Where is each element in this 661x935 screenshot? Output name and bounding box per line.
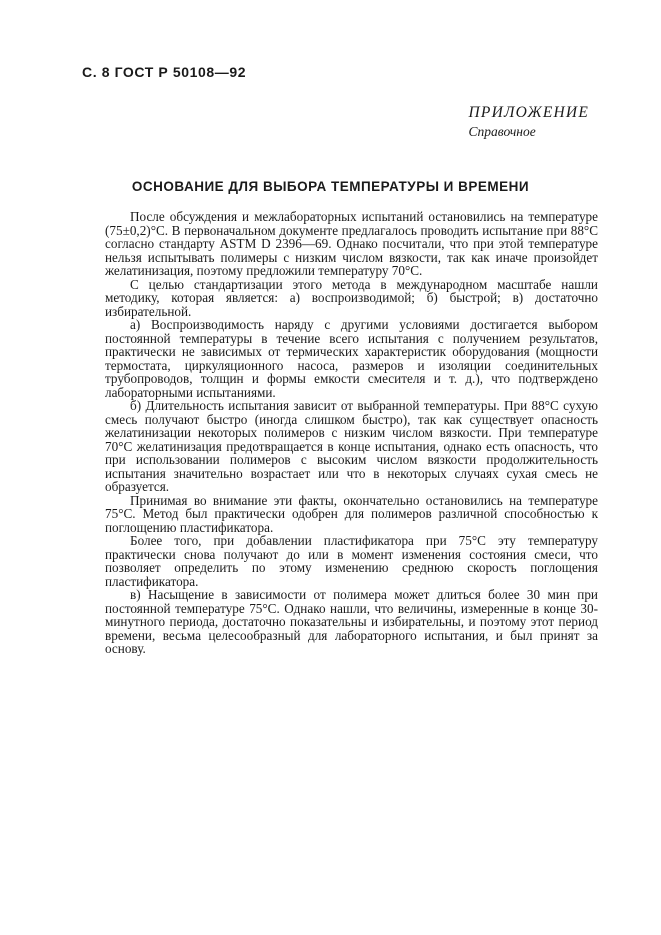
paragraph: С целью стандартизации этого метода в международном масштабе нашли методику, которая является: а) воспроизводимой; б) быстрой; в) достаточно избирательной. <box>105 276 598 319</box>
paragraph: в) Насыщение в зависимости от полимера может длиться более 30 мин при постоянной температуре 75°С. Однако нашли, что величины, измеренные в конце 30-минутного периода, достаточно показательны и избирательны, и поэтому этот период времени, весьма целесообразный для лабораторного испытания, и был принят за основу. <box>105 587 598 656</box>
body-text <box>105 210 598 656</box>
paragraph: После обсуждения и межлабораторных испытаний остановились на температуре (75±0,2)°С. В первоначальном документе предлагалось проводить испытание при 88°С согласно стандарту ASTM D 2396—69. Однако посчитали, что при этой температуре нельзя испытывать полимеры с низким числом вязкости, так как иначе произойдет желатинизация, поэтому предложили температуру 70°С. <box>105 209 598 278</box>
appendix-type: Справочное <box>468 124 536 139</box>
section-title: ОСНОВАНИЕ ДЛЯ ВЫБОРА ТЕМПЕРАТУРЫ И ВРЕМЕНИ <box>131 179 530 194</box>
page-header: С. 8 ГОСТ Р 50108—92 <box>82 64 247 80</box>
appendix-label: ПРИЛОЖЕНИЕ <box>468 104 589 121</box>
paragraph: Более того, при добавлении пластификатора при 75°С эту температуру практически снова получают до или в момент изменения состояния смеси, что позволяет определить по этому изменению среднюю скорость поглощения пластификатора. <box>105 533 598 589</box>
paragraph: б) Длительность испытания зависит от выбранной температуры. При 88°С сухую смесь получают быстро (иногда слишком быстро), так как существует опасность желатинизации некоторых полимеров с низким числом вязкости. При температуре 70°С желатинизация предотвращается в конце испытания, однако есть опасность, что при использовании полимеров с высоким числом вязкости продолжительность испытания значительно возрастает или что в некоторых случаях сухая смесь не образуется. <box>105 398 598 494</box>
paragraph: а) Воспроизводимость наряду с другими условиями достигается выбором постоянной температуры в течение всего испытания с получением результатов, практически не зависимых от термических характеристик оборудования (мощности термостата, циркуляционного насоса, размеров и изоляции соединительных трубопроводов, толщин и формы емкости смесителя и т. д.), что подтверждено лабораторными испытаниями. <box>105 317 598 400</box>
paragraph: Принимая во внимание эти факты, окончательно остановились на температуре 75°С. Метод был практически одобрен для полимеров различной способностью к поглощению пластификатора. <box>105 492 598 535</box>
appendix-label-block <box>469 104 589 140</box>
